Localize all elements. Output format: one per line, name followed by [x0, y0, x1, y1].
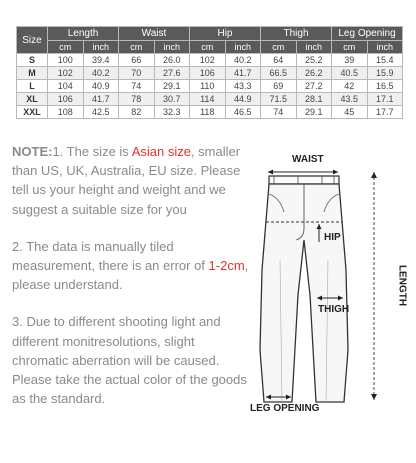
measurement-cell: 41.7: [83, 93, 119, 106]
hip-header: Hip: [190, 27, 261, 41]
table-row: [17, 106, 403, 119]
unit-cm-header: cm: [190, 41, 226, 54]
measurement-cell: 43.3: [225, 80, 261, 93]
pants-outline-icon: [246, 150, 406, 420]
size-cell: M: [17, 67, 48, 80]
measurement-cell: 32.3: [154, 106, 190, 119]
measurement-cell: 71.5: [261, 93, 297, 106]
size-cell: S: [17, 54, 48, 67]
measurement-cell: 114: [190, 93, 226, 106]
unit-inch-header: inch: [83, 41, 119, 54]
measurement-cell: 15.9: [367, 67, 403, 80]
size-cell: XXL: [17, 106, 48, 119]
unit-cm-header: cm: [261, 41, 297, 54]
measurement-cell: 44.9: [225, 93, 261, 106]
asian-size-highlight: Asian size: [131, 144, 191, 159]
size-notes: [12, 142, 252, 408]
measurement-cell: 40.2: [83, 67, 119, 80]
measurement-cell: 27.2: [296, 80, 332, 93]
measurement-cell: 74: [119, 80, 155, 93]
measurement-cell: 43.5: [332, 93, 368, 106]
waist-header: Waist: [119, 27, 190, 41]
thigh-header: Thigh: [261, 27, 332, 41]
unit-inch-header: inch: [367, 41, 403, 54]
measurement-cell: 106: [190, 67, 226, 80]
table-row: [17, 80, 403, 93]
error-margin-highlight: 1-2cm: [208, 258, 245, 274]
table-row: [17, 67, 403, 80]
measurement-cell: 46.5: [225, 106, 261, 119]
size-cell: L: [17, 80, 48, 93]
waist-label: WAIST: [292, 154, 324, 165]
pants-measurement-diagram: [246, 150, 406, 420]
measurement-cell: 78: [119, 93, 155, 106]
measurement-cell: 118: [190, 106, 226, 119]
measurement-cell: 100: [48, 54, 84, 67]
measurement-cell: 26.2: [296, 67, 332, 80]
measurement-cell: 42.5: [83, 106, 119, 119]
measurement-cell: 102: [48, 67, 84, 80]
measurement-cell: 26.0: [154, 54, 190, 67]
measurement-cell: 102: [190, 54, 226, 67]
measurement-cell: 106: [48, 93, 84, 106]
note-title: NOTE:: [12, 144, 53, 159]
measurement-cell: 16.5: [367, 80, 403, 93]
measurement-cell: 104: [48, 80, 84, 93]
measurement-cell: 69: [261, 80, 297, 93]
unit-cm-header: cm: [119, 41, 155, 54]
note-3: 3. Due to different shooting light and different monitresolutions, slight chromatic aberration will be caused. Please take the actual color of the goods as the standard.: [12, 314, 247, 407]
leg-opening-header: Leg Opening: [332, 27, 403, 41]
thigh-label: THIGH: [318, 304, 350, 315]
measurement-cell: 45: [332, 106, 368, 119]
table-row: [17, 54, 403, 67]
measurement-cell: 41.7: [225, 67, 261, 80]
measurement-cell: 39: [332, 54, 368, 67]
table-row: [17, 93, 403, 106]
measurement-cell: 66: [119, 54, 155, 67]
measurement-cell: 82: [119, 106, 155, 119]
measurement-cell: 110: [190, 80, 226, 93]
length-label: LENGTH: [396, 264, 408, 307]
measurement-cell: 40.5: [332, 67, 368, 80]
measurement-cell: 40.9: [83, 80, 119, 93]
measurement-cell: 66.5: [261, 67, 297, 80]
size-column-header: Size: [17, 27, 48, 54]
measurement-cell: 29.1: [296, 106, 332, 119]
measurement-cell: 64: [261, 54, 297, 67]
note-2: 2. The data is manually tiled measurement, there is an error of 1-2cm, please understand.: [12, 238, 249, 293]
unit-cm-header: cm: [48, 41, 84, 54]
hip-label: HIP: [324, 232, 341, 243]
size-chart-table: [16, 26, 403, 119]
measurement-cell: 74: [261, 106, 297, 119]
measurement-cell: 28.1: [296, 93, 332, 106]
measurement-cell: 108: [48, 106, 84, 119]
measurement-cell: 29.1: [154, 80, 190, 93]
measurement-cell: 39.4: [83, 54, 119, 67]
unit-inch-header: inch: [225, 41, 261, 54]
length-header: Length: [48, 27, 119, 41]
measurement-cell: 27.6: [154, 67, 190, 80]
measurement-cell: 30.7: [154, 93, 190, 106]
measurement-cell: 42: [332, 80, 368, 93]
size-cell: XL: [17, 93, 48, 106]
measurement-cell: 17.1: [367, 93, 403, 106]
unit-cm-header: cm: [332, 41, 368, 54]
measurement-cell: 15.4: [367, 54, 403, 67]
note-1: NOTE:1. The size is Asian size, smaller than US, UK, Australia, EU size. Please tell us your height and weight and we suggest a suitable size for you: [12, 144, 241, 217]
measurement-cell: 17.7: [367, 106, 403, 119]
leg-opening-label: LEG OPENING: [250, 403, 320, 414]
measurement-cell: 70: [119, 67, 155, 80]
unit-inch-header: inch: [296, 41, 332, 54]
measurement-cell: 40.2: [225, 54, 261, 67]
measurement-cell: 25.2: [296, 54, 332, 67]
unit-inch-header: inch: [154, 41, 190, 54]
